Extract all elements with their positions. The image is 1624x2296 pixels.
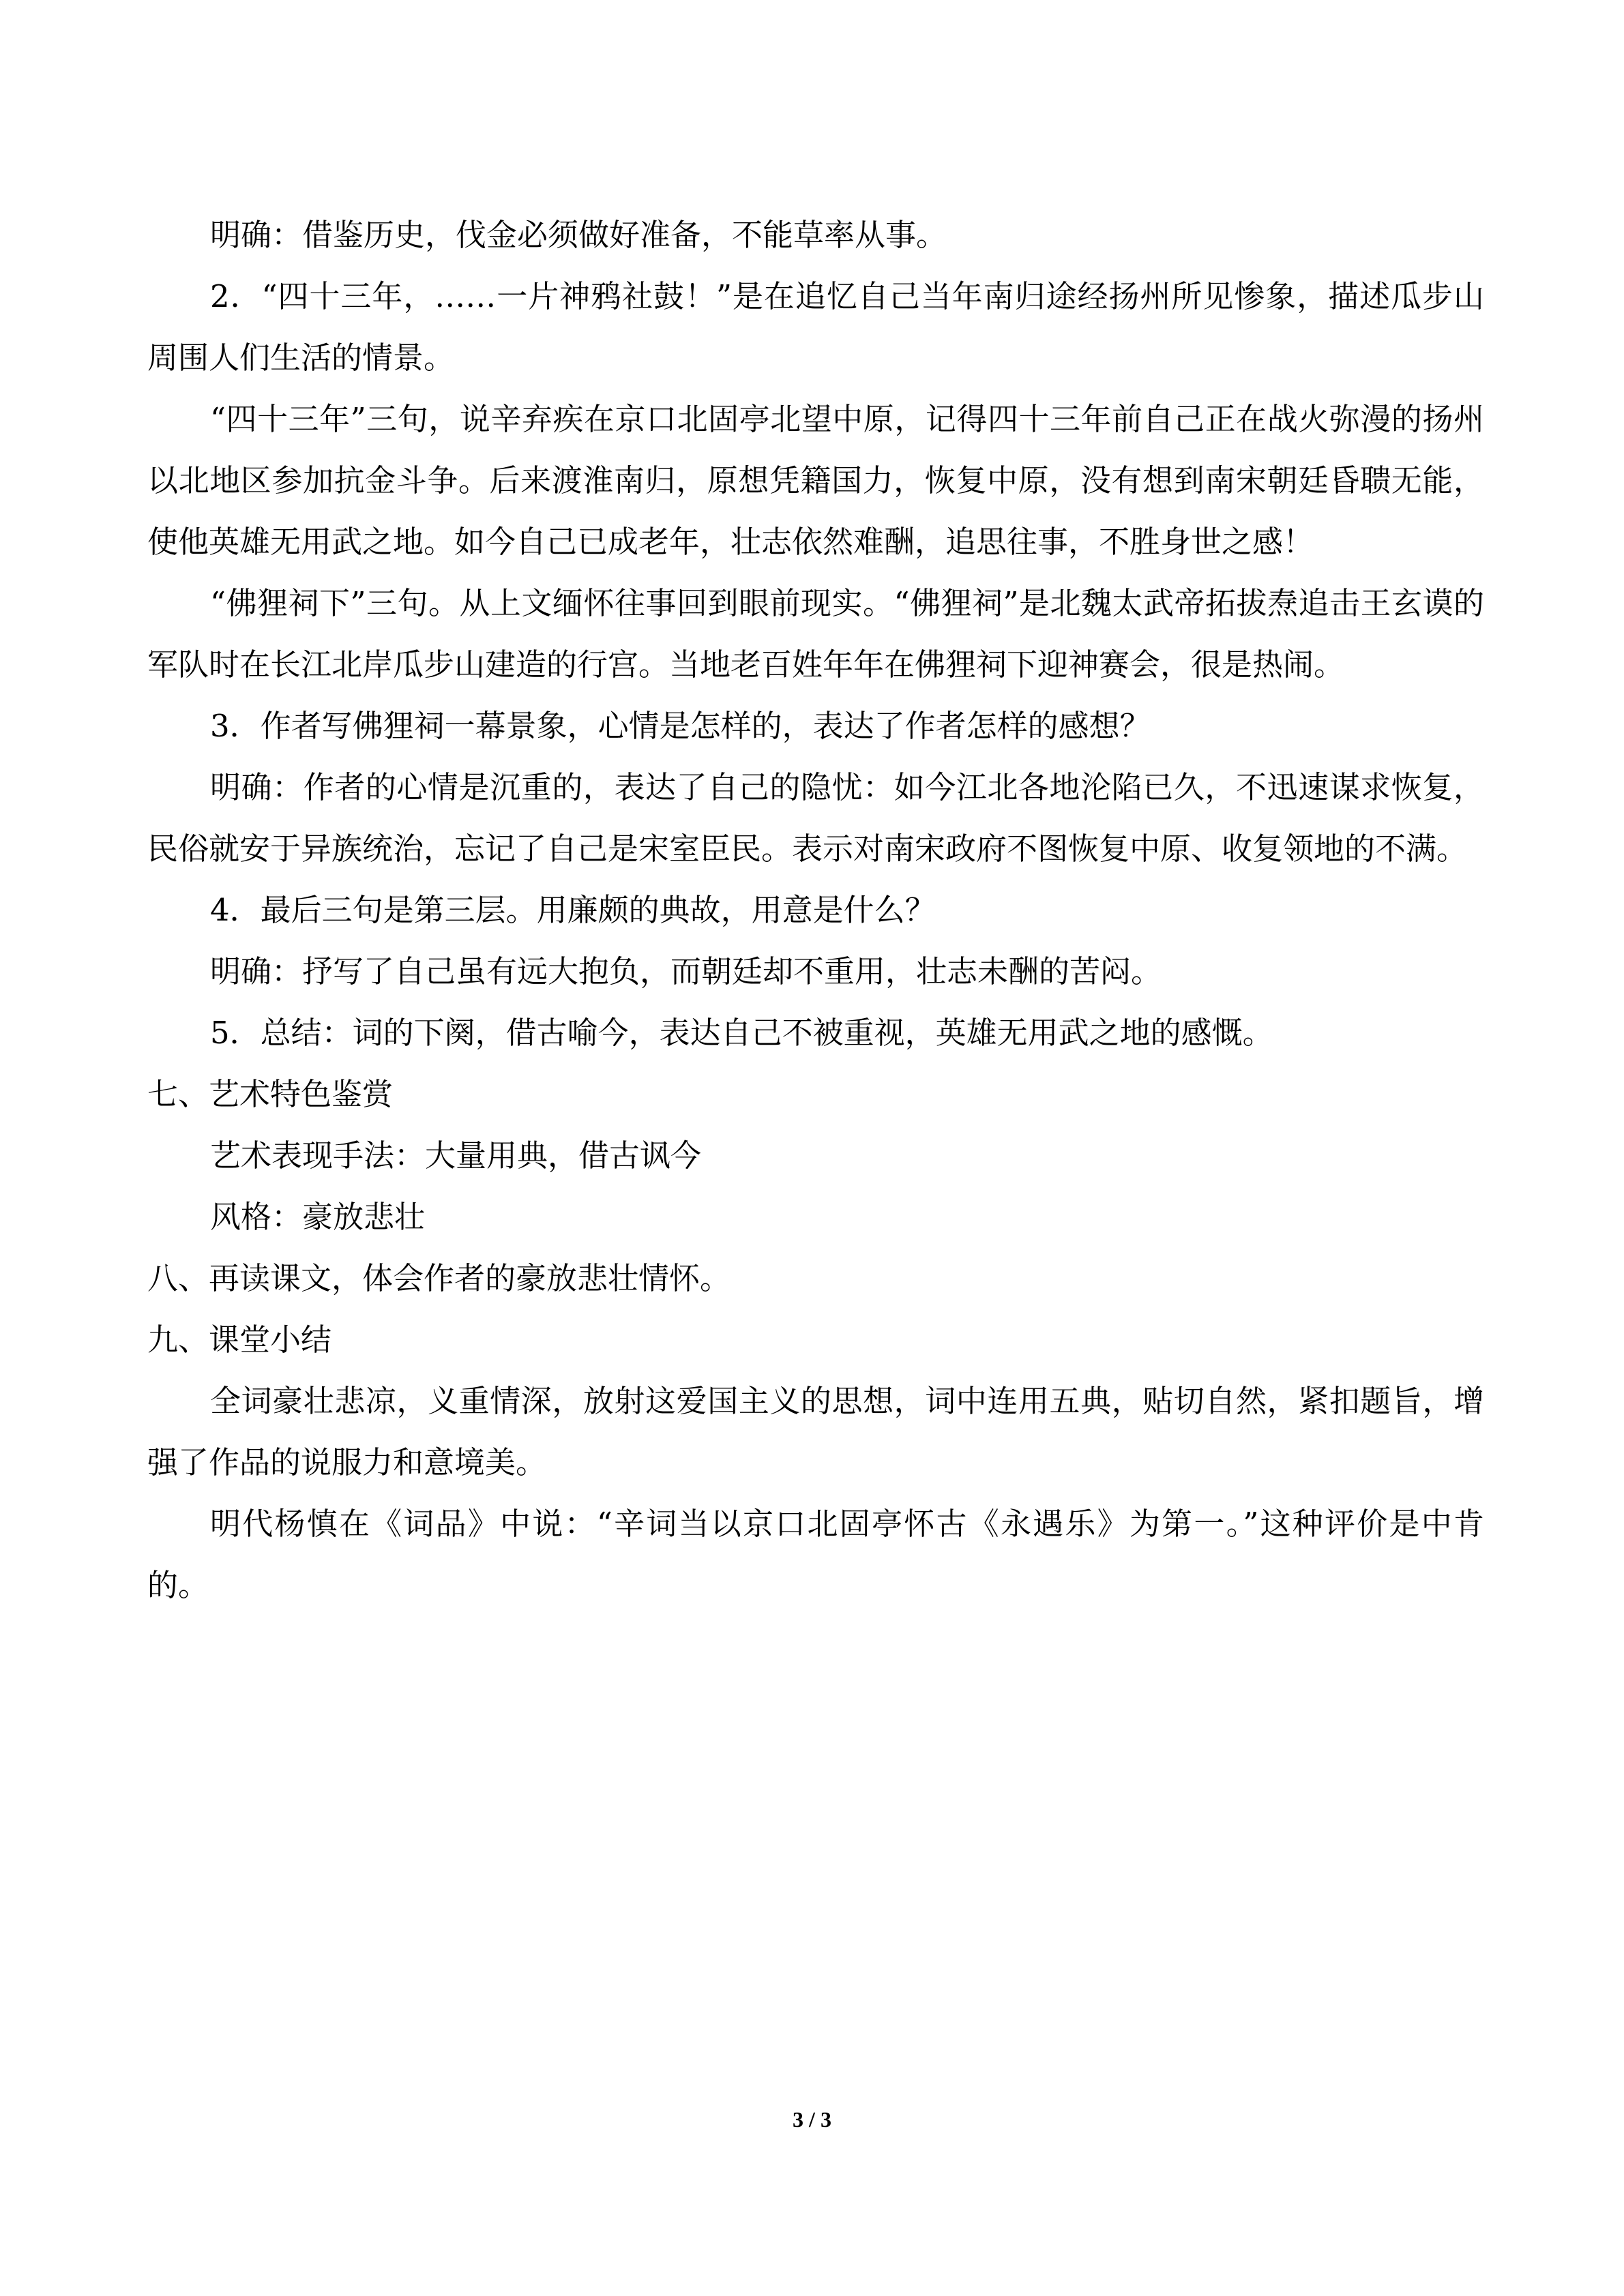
paragraph-conclusion-1: 明确：借鉴历史，伐金必须做好准备，不能草率从事。	[210, 217, 947, 253]
paragraph-answer-3: 明确：作者的心情是沉重的，表达了自己的隐忧：如今江北各地沦陷已久，不迅速谋求恢复，民俗就安于异族统治，忘记了自己是宋室臣民。表示对南宋政府不图恢复中原、收复领地的不满。	[147, 769, 1484, 867]
section-heading-9: 九、课堂小结	[147, 1322, 332, 1358]
paragraph-class-summary: 全词豪壮悲凉，义重情深，放射这爱国主义的思想，词中连用五典，贴切自然，紧扣题旨，增强了作品的说服力和意境美。	[147, 1383, 1484, 1480]
paragraph-answer-4: 明确：抒写了自己虽有远大抱负，而朝廷却不重用，壮志未酬的苦闷。	[210, 953, 1162, 989]
document-body	[147, 205, 1484, 1616]
paragraph-question-3: 3．作者写佛狸祠一幕景象，心情是怎样的，表达了作者怎样的感想？	[210, 708, 1151, 744]
section-heading-8: 八、再读课文，体会作者的豪放悲壮情怀。	[147, 1260, 731, 1296]
paragraph-forty-three-years: “四十三年”三句，说辛弃疾在京口北固亭北望中原，记得四十三年前自己正在战火弥漫的扬州以北地区参加抗金斗争。后来渡淮南归，原想凭籍国力，恢复中原，没有想到南宋朝廷昏聩无能，使他英雄无用武之地。如今自己已成老年，壮志依然难酬，追思往事，不胜身世之感！	[147, 401, 1484, 560]
paragraph-evaluation: 明代杨慎在《词品》中说：“辛词当以京口北固亭怀古《永遇乐》为第一。”这种评价是中肯的。	[147, 1506, 1484, 1603]
paragraph-foli-temple: “佛狸祠下”三句。从上文缅怀往事回到眼前现实。“佛狸祠”是北魏太武帝拓拔焘追击王玄谟的军队时在长江北岸瓜步山建造的行宫。当地老百姓年年在佛狸祠下迎神赛会，很是热闹。	[147, 585, 1484, 683]
paragraph-summary-5: 5．总结：词的下阕，借古喻今，表达自己不被重视，英雄无用武之地的感慨。	[210, 1015, 1273, 1051]
paragraph-point-2: 2．“四十三年，……一片神鸦社鼓！”是在追忆自己当年南归途经扬州所见惨象，描述瓜步山周围人们生活的情景。	[147, 278, 1484, 376]
paragraph-style: 风格：豪放悲壮	[210, 1199, 426, 1235]
paragraph-question-4: 4．最后三句是第三层。用廉颇的典故，用意是什么？	[210, 892, 936, 928]
page-number: 3 / 3	[793, 2107, 831, 2132]
paragraph-technique: 艺术表现手法：大量用典，借古讽今	[210, 1137, 702, 1174]
section-heading-7: 七、艺术特色鉴赏	[147, 1076, 394, 1112]
